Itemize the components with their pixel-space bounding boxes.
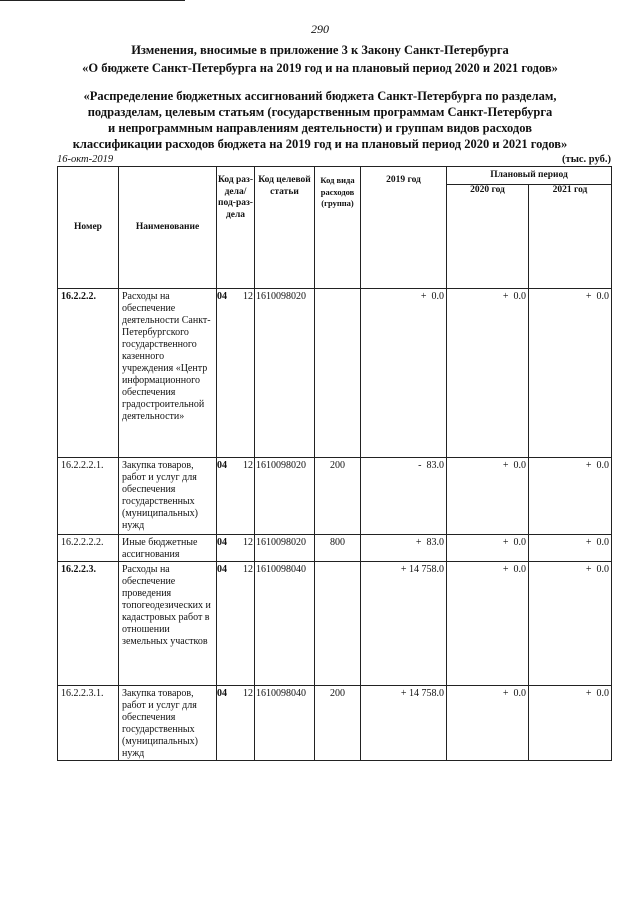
- row-section: 04: [217, 460, 227, 471]
- row-type-code: 800: [315, 535, 361, 562]
- report-date: 16-окт-2019: [57, 154, 114, 165]
- row-value-2020: + 0.0: [447, 289, 529, 458]
- row-type-code: [315, 289, 361, 458]
- subtitle-line-4: классификации расходов бюджета на 2019 год и на плановый период 2020 и 2021 годов»: [72, 137, 568, 151]
- row-value-2019: + 83.0: [361, 535, 447, 562]
- row-number: 16.2.2.2.2.: [58, 535, 119, 562]
- header-number: Номер: [58, 167, 119, 289]
- row-name: Закупка товаров, работ и услуг для обеспечения государственных (муниципальных) нужд: [119, 458, 217, 535]
- row-subsection: 12: [243, 688, 253, 699]
- header-2021: 2021 год: [529, 185, 612, 289]
- header-section: Код раз-дела/ под-раз-дела: [217, 167, 255, 289]
- row-value-2020: + 0.0: [447, 562, 529, 686]
- row-number: 16.2.2.2.: [58, 289, 119, 458]
- top-rule: [0, 0, 185, 1]
- header-2020: 2020 год: [447, 185, 529, 289]
- row-target-code: 1610098040: [255, 562, 315, 686]
- row-target-code: 1610098040: [255, 686, 315, 761]
- row-section: 04: [217, 291, 227, 302]
- row-name: Закупка товаров, работ и услуг для обеспечения государственных (муниципальных) нужд: [119, 686, 217, 761]
- row-section-code: [217, 535, 255, 562]
- row-type-code: [315, 562, 361, 686]
- row-value-2019: - 83.0: [361, 458, 447, 535]
- row-value-2019: + 14 758.0: [361, 562, 447, 686]
- row-value-2020: + 0.0: [447, 535, 529, 562]
- subtitle-line-3: и непрограммным направлениям деятельности) и группам видов расходов: [108, 121, 532, 135]
- row-subsection: 12: [243, 291, 253, 302]
- row-section: 04: [217, 537, 227, 548]
- title-line-1: Изменения, вносимые в приложение 3 к Закону Санкт-Петербурга: [131, 43, 509, 57]
- row-number: 16.2.2.3.: [58, 562, 119, 686]
- row-value-2021: + 0.0: [529, 458, 612, 535]
- row-section: 04: [217, 688, 227, 699]
- row-section-code: [217, 562, 255, 686]
- row-value-2020: + 0.0: [447, 686, 529, 761]
- row-number: 16.2.2.3.1.: [58, 686, 119, 761]
- row-value-2021: + 0.0: [529, 562, 612, 686]
- row-subsection: 12: [243, 460, 253, 471]
- table-row: [58, 686, 612, 761]
- subtitle-line-1: «Распределение бюджетных ассигнований бюджета Санкт-Петербурга по разделам,: [83, 89, 557, 103]
- page-number: 290: [311, 22, 329, 36]
- subtitle-line-2: подразделам, целевым статьям (государственным программам Санкт-Петербурга: [87, 105, 553, 119]
- row-value-2021: + 0.0: [529, 289, 612, 458]
- header-2019: 2019 год: [361, 167, 447, 289]
- budget-table: [57, 166, 612, 761]
- header-name: Наименование: [119, 167, 217, 289]
- table-row: [58, 458, 612, 535]
- row-number: 16.2.2.2.1.: [58, 458, 119, 535]
- row-value-2019: + 0.0: [361, 289, 447, 458]
- header-target: Код целевой статьи: [255, 167, 315, 289]
- row-section-code: [217, 289, 255, 458]
- header-type: Код вида расходов (группа): [315, 167, 361, 289]
- table-row: [58, 562, 612, 686]
- row-value-2021: + 0.0: [529, 686, 612, 761]
- row-target-code: 1610098020: [255, 535, 315, 562]
- units-label: (тыс. руб.): [562, 154, 611, 165]
- row-subsection: 12: [243, 564, 253, 575]
- title-line-2: «О бюджете Санкт-Петербурга на 2019 год и на плановый период 2020 и 2021 годов»: [82, 61, 558, 75]
- row-section: 04: [217, 564, 227, 575]
- row-value-2019: + 14 758.0: [361, 686, 447, 761]
- row-section-code: [217, 458, 255, 535]
- row-value-2020: + 0.0: [447, 458, 529, 535]
- row-name: Иные бюджетные ассигнования: [119, 535, 217, 562]
- row-subsection: 12: [243, 537, 253, 548]
- row-target-code: 1610098020: [255, 289, 315, 458]
- row-section-code: [217, 686, 255, 761]
- row-name: Расходы на обеспечение проведения топогеодезических и кадастровых работ в отношении земельных участков: [119, 562, 217, 686]
- row-value-2021: + 0.0: [529, 535, 612, 562]
- row-name: Расходы на обеспечение деятельности Санкт-Петербургского государственного казенного учреждения «Центр информационного обеспечения градостроительной деятельности»: [119, 289, 217, 458]
- table-row: [58, 535, 612, 562]
- row-type-code: 200: [315, 686, 361, 761]
- table-row: [58, 289, 612, 458]
- row-type-code: 200: [315, 458, 361, 535]
- row-target-code: 1610098020: [255, 458, 315, 535]
- header-planned-period: Плановый период: [447, 167, 612, 185]
